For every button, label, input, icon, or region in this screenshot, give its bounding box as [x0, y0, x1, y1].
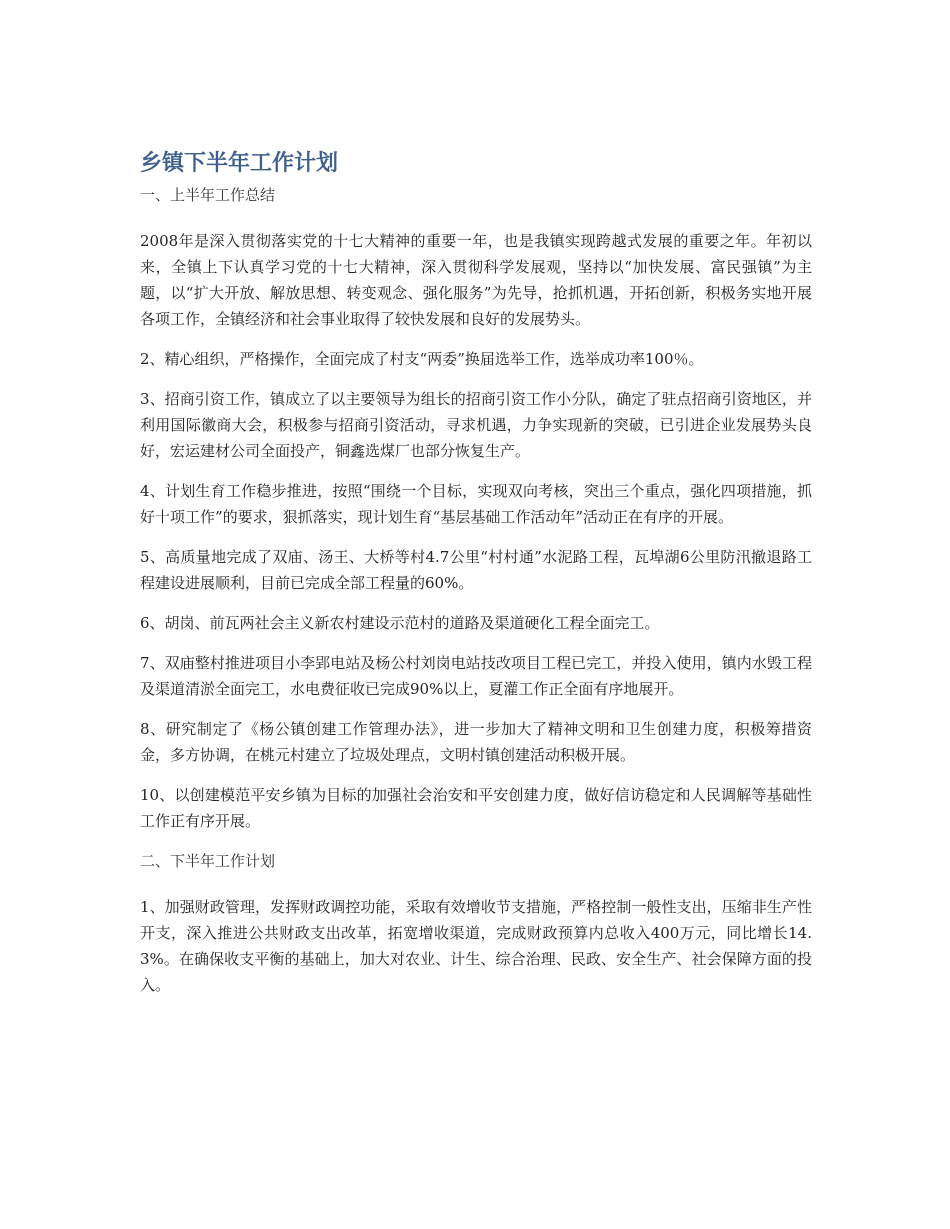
section-heading-plan: 二、下半年工作计划	[140, 852, 276, 870]
paragraph-item-5: 5、高质量地完成了双庙、汤王、大桥等村4.7公里“村村通”水泥路工程，瓦埠湖6公里防汛撤退路工程建设进展顺利，目前已完成全部工程量的60%。	[140, 548, 812, 592]
paragraph-item-3: 3、招商引资工作，镇成立了以主要领导为组长的招商引资工作小分队，确定了驻点招商引资地区，并利用国际徽商大会，积极参与招商引资活动，寻求机遇，力争实现新的突破，已引进企业发展势头良好，宏运建材公司全面投产，铜鑫选煤厂也部分恢复生产。	[140, 390, 812, 460]
section-heading-summary: 一、上半年工作总结	[140, 186, 276, 204]
paragraph-item-7: 7、双庙整村推进项目小李郢电站及杨公村刘岗电站技改项目工程已完工，并投入使用，镇内水毁工程及渠道清淤全面完工，水电费征收已完成90%以上，夏灌工作正全面有序地展开。	[140, 654, 812, 698]
document-page	[140, 148, 812, 1012]
paragraph-plan-1: 1、加强财政管理，发挥财政调控功能，采取有效增收节支措施，严格控制一般性支出，压缩非生产性开支，深入推进公共财政支出改革，拓宽增收渠道，完成财政预算内总收入400万元，同比增长14.3%。在确保收支平衡的基础上，加大对农业、计生、综合治理、民政、安全生产、社会保障方面的投入。	[140, 898, 812, 994]
paragraph-item-10: 10、以创建模范平安乡镇为目标的加强社会治安和平安创建力度，做好信访稳定和人民调解等基础性工作正有序开展。	[140, 786, 812, 830]
document-title: 乡镇下半年工作计划	[140, 151, 339, 176]
paragraph-item-2: 2、精心组织，严格操作，全面完成了村支“两委”换届选举工作，选举成功率100％。	[140, 350, 704, 368]
paragraph-item-4: 4、计划生育工作稳步推进，按照“围绕一个目标，实现双向考核，突出三个重点，强化四项措施，抓好十项工作”的要求，狠抓落实，现计划生育“基层基础工作活动年”活动正在有序的开展。	[140, 482, 812, 526]
paragraph-intro: 2008年是深入贯彻落实党的十七大精神的重要一年，也是我镇实现跨越式发展的重要之年。年初以来，全镇上下认真学习党的十七大精神，深入贯彻科学发展观，坚持以“加快发展、富民强镇”为主题，以“扩大开放、解放思想、转变观念、强化服务”为先导，抢抓机遇，开拓创新，积极务实地开展各项工作，全镇经济和社会事业取得了较快发展和良好的发展势头。	[140, 232, 812, 328]
paragraph-item-8: 8、研究制定了《杨公镇创建工作管理办法》，进一步加大了精神文明和卫生创建力度，积极筹措资金，多方协调，在桃元村建立了垃圾处理点，文明村镇创建活动积极开展。	[140, 720, 812, 764]
paragraph-item-6: 6、胡岗、前瓦两社会主义新农村建设示范村的道路及渠道硬化工程全面完工。	[140, 614, 660, 632]
